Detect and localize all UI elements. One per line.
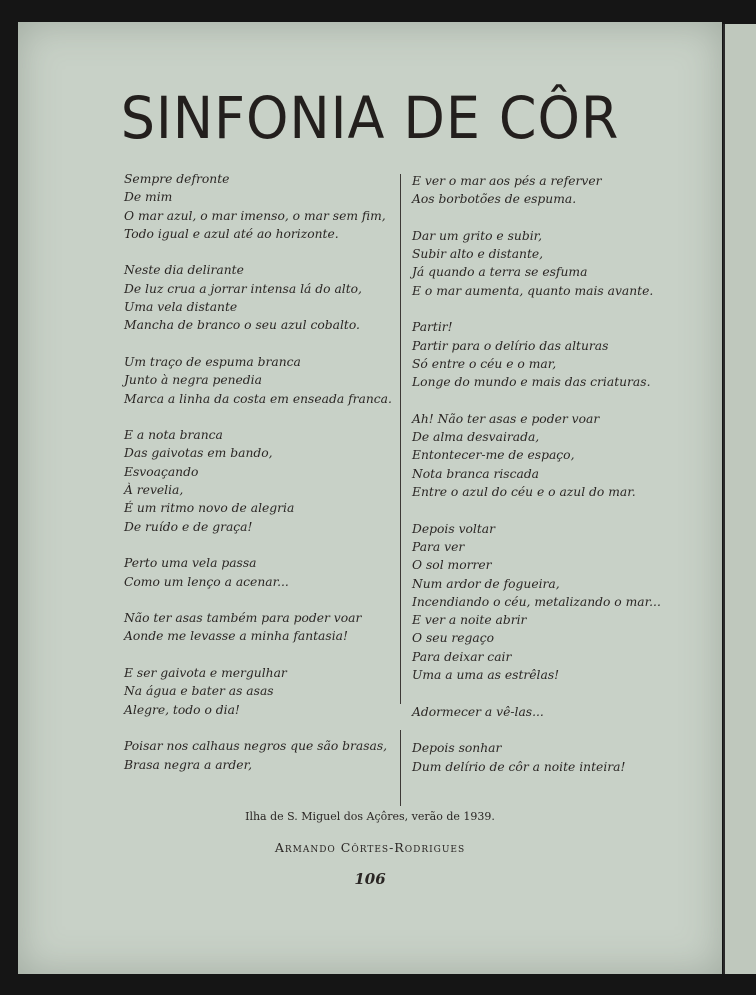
left-column (124, 170, 394, 792)
right-column (412, 172, 702, 794)
verse-line: Longe do mundo e mais das criaturas. (412, 375, 651, 390)
verse-line: Das gaivotas em bando, (124, 446, 273, 461)
verse-line: Uma a uma as estrêlas! (412, 668, 560, 683)
verse-line: E o mar aumenta, quanto mais avante. (412, 283, 654, 298)
stanza (124, 737, 394, 774)
verse-line: Esvoaçando (124, 464, 199, 479)
verse-line: Alegre, todo o dia! (124, 702, 240, 717)
verse-line: Nota branca riscada (412, 466, 540, 481)
place-date-caption: Ilha de S. Miguel dos Açôres, verão de 1939. (245, 810, 495, 823)
verse-line: Marca a linha da costa em enseada franca. (124, 391, 392, 406)
verse-line: Depois voltar (412, 521, 495, 536)
stanza (124, 609, 394, 646)
verse-line: De mim (124, 190, 173, 205)
stanza (412, 227, 702, 300)
stanza (124, 426, 394, 536)
verse-line: Todo igual e azul até ao horizonte. (124, 226, 339, 241)
verse-line: Para deixar cair (412, 649, 512, 664)
verse-line: O mar azul, o mar imenso, o mar sem fim, (124, 208, 386, 223)
verse-line: Subir alto e distante, (412, 247, 544, 262)
stanza (124, 261, 394, 334)
verse-line: Partir! (412, 320, 453, 335)
verse-line: Na água e bater as asas (124, 684, 274, 699)
verse-line: Como um lenço a acenar... (124, 574, 289, 589)
stanza (124, 170, 394, 243)
verse-line: Poisar nos calhaus negros que são brasas, (124, 739, 388, 754)
poem-title: SINFONIA DE CÔR (120, 84, 620, 152)
verse-line: E ver a noite abrir (412, 613, 527, 628)
verse-line: Não ter asas também para poder voar (124, 611, 362, 626)
verse-line: Adormecer a vê-las... (412, 704, 544, 719)
verse-line: Já quando a terra se esfuma (412, 265, 588, 280)
verse-line: Junto à negra penedia (124, 373, 262, 388)
adjacent-page-edge (723, 24, 756, 974)
verse-line: O sol morrer (412, 558, 492, 573)
stanza (412, 410, 702, 501)
column-divider (400, 174, 401, 704)
column-divider (400, 730, 401, 806)
stanza (412, 739, 702, 776)
verse-line: Brasa negra a arder, (124, 757, 253, 772)
verse-line: Uma vela distante (124, 300, 238, 315)
stanza (124, 554, 394, 591)
verse-line: Aos borbotões de espuma. (412, 192, 577, 207)
verse-line: O seu regaço (412, 631, 495, 646)
page-sheet (18, 22, 722, 974)
verse-line: Entontecer-me de espaço, (412, 448, 575, 463)
verse-line: Partir para o delírio das alturas (412, 338, 609, 353)
verse-line: Aonde me levasse a minha fantasia! (124, 629, 348, 644)
verse-line: Sempre defronte (124, 172, 230, 186)
verse-line: É um ritmo novo de alegria (124, 501, 295, 516)
verse-line: E ver o mar aos pés a referver (412, 174, 602, 188)
verse-line: Mancha de branco o seu azul cobalto. (124, 318, 360, 333)
verse-line: E ser gaivota e mergulhar (124, 666, 287, 681)
stanza (412, 318, 702, 391)
verse-line: De luz crua a jorrar intensa lá do alto, (124, 281, 362, 296)
verse-line: Para ver (412, 539, 465, 554)
stanza (412, 172, 702, 209)
verse-line: Neste dia delirante (124, 263, 244, 278)
verse-line: De ruído e de graça! (124, 519, 253, 534)
verse-line: De alma desvairada, (412, 430, 540, 445)
stanza (124, 664, 394, 719)
stanza (124, 353, 394, 408)
page-number: 106 (354, 870, 386, 888)
verse-line: Só entre o céu e o mar, (412, 356, 557, 371)
verse-line: Perto uma vela passa (124, 556, 257, 571)
stanza (412, 520, 702, 685)
author-name: Armando Côrtes-Rodrigues (274, 840, 466, 855)
verse-line: Dar um grito e subir, (412, 228, 543, 243)
stanza (412, 703, 702, 721)
verse-line: Depois sonhar (412, 741, 502, 756)
verse-line: Incendiando o céu, metalizando o mar... (412, 594, 661, 609)
verse-line: Um traço de espuma branca (124, 354, 301, 369)
verse-line: Num ardor de fogueira, (412, 576, 560, 591)
verse-line: E a nota branca (124, 428, 223, 443)
verse-line: À revelia, (124, 483, 184, 498)
verse-line: Dum delírio de côr a noite inteira! (412, 759, 626, 774)
verse-line: Entre o azul do céu e o azul do mar. (412, 485, 636, 500)
verse-line: Ah! Não ter asas e poder voar (412, 411, 600, 426)
